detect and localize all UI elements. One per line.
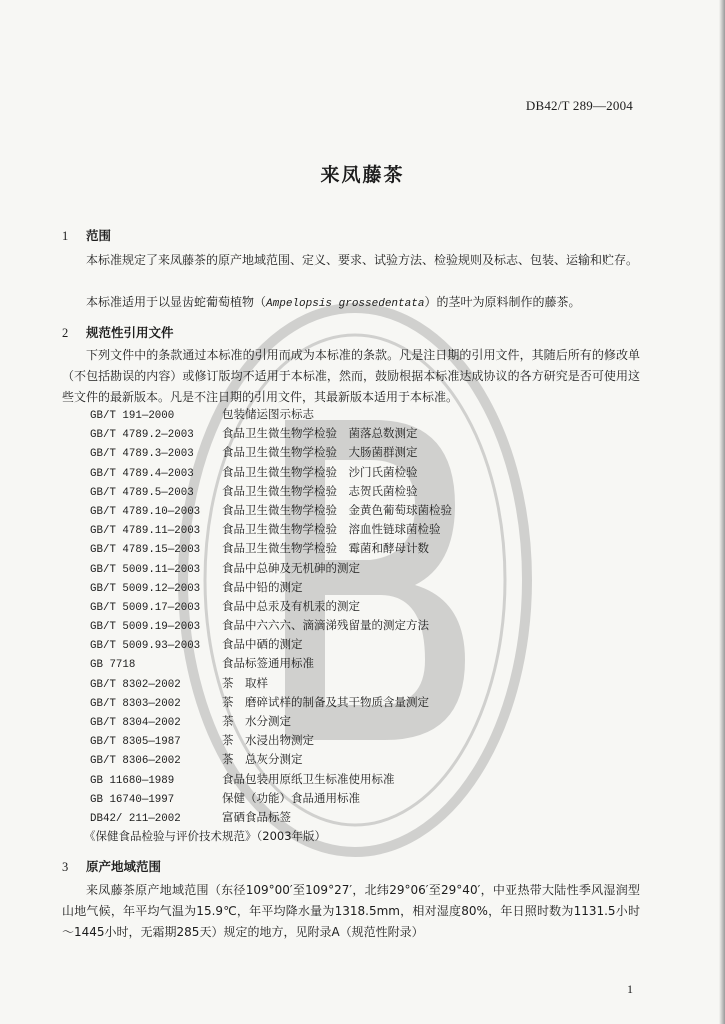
scan-edge-shadow xyxy=(719,0,725,1024)
reference-item xyxy=(90,597,452,616)
reference-item xyxy=(90,674,452,693)
reference-title: 食品中总砷及无机砷的测定 xyxy=(222,560,360,575)
reference-item xyxy=(90,750,452,769)
reference-code: DB42/ 211—2002 xyxy=(90,812,181,825)
reference-code: GB/T 4789.4—2003 xyxy=(90,467,194,480)
section-number: 3 xyxy=(62,860,69,874)
reference-item xyxy=(90,520,452,539)
reference-item xyxy=(90,424,452,443)
reference-code: GB 7718 xyxy=(90,659,136,672)
reference-code: GB/T 4789.5—2003 xyxy=(90,486,194,499)
reference-title: 保健（功能）食品通用标准 xyxy=(222,790,360,805)
reference-item xyxy=(90,693,452,712)
reference-item xyxy=(90,559,452,578)
reference-code: GB/T 4789.3—2003 xyxy=(90,448,194,461)
text-fragment: ）的茎叶为原料制作的藤茶。 xyxy=(424,295,581,309)
reference-title: 食品标签通用标准 xyxy=(222,656,314,671)
reference-code: GB/T 4789.10—2003 xyxy=(90,505,201,518)
reference-item xyxy=(90,789,452,808)
reference-title: 食品卫生微生物学检验 霉菌和酵母计数 xyxy=(222,541,429,556)
reference-item xyxy=(90,539,452,558)
reference-title: 食品卫生微生物学检验 溶血性链球菌检验 xyxy=(222,522,441,537)
reference-item xyxy=(90,405,452,424)
reference-code: GB/T 5009.12—2003 xyxy=(90,582,201,595)
reference-item xyxy=(90,731,452,750)
reference-item xyxy=(90,635,452,654)
reference-code: GB/T 8303—2002 xyxy=(90,697,181,710)
reference-code: GB/T 5009.93—2003 xyxy=(90,640,201,653)
reference-item xyxy=(90,501,452,520)
section-1-heading xyxy=(62,226,111,244)
normative-references-list xyxy=(84,405,452,846)
reference-title: 食品卫生微生物学检验 菌落总数测定 xyxy=(222,426,418,441)
reference-title: 食品卫生微生物学检验 志贺氏菌检验 xyxy=(222,483,418,498)
reference-title: 食品中六六六、滴滴涕残留量的测定方法 xyxy=(222,618,429,633)
reference-item xyxy=(84,827,452,846)
reference-item xyxy=(90,578,452,597)
reference-code: GB/T 8302—2002 xyxy=(90,678,181,691)
reference-code: GB/T 8306—2002 xyxy=(90,755,181,768)
reference-item xyxy=(90,463,452,482)
section-number: 2 xyxy=(62,326,69,340)
reference-item xyxy=(90,443,452,462)
section-2-intro: 下列文件中的条款通过本标准的引用而成为本标准的条款。凡是注日期的引用文件，其随后所有的修改单（不包括勘误的内容）或修订版均不适用于本标准，然而，鼓励根据本标准达成协议的各方研究是否可使用这些文件的最新版本。凡是不注日期的引用文件，其最新版本适用于本标准。 xyxy=(62,348,640,404)
reference-code: GB/T 5009.11—2003 xyxy=(90,563,201,576)
reference-item xyxy=(90,654,452,673)
reference-title: 食品卫生微生物学检验 金黄色葡萄球菌检验 xyxy=(222,502,452,517)
reference-title: 食品卫生微生物学检验 大肠菌群测定 xyxy=(222,445,418,460)
reference-code: GB/T 5009.17—2003 xyxy=(90,601,201,614)
section-1-paragraph-1: 本标准规定了来凤藤茶的原产地域范围、定义、要求、试验方法、检验规则及标志、包装、运输和贮存。 xyxy=(86,253,639,267)
reference-code: GB/T 8304—2002 xyxy=(90,717,181,729)
reference-code: GB/T 4789.2—2003 xyxy=(90,429,194,442)
section-2-heading xyxy=(62,323,174,341)
latin-species-name: Ampelopsis grossedentata xyxy=(266,298,425,310)
reference-item xyxy=(90,482,452,501)
reference-code: 《保健食品检验与评价技术规范》（2003年版） xyxy=(84,829,327,844)
page-number: 1 xyxy=(627,982,633,996)
section-title: 范围 xyxy=(86,228,112,243)
reference-code: GB/T 4789.11—2003 xyxy=(90,525,201,538)
section-title: 原产地域范围 xyxy=(86,859,162,874)
section-number: 1 xyxy=(62,229,69,243)
reference-item xyxy=(90,770,452,789)
reference-title: 茶 磨碎试样的制备及其干物质含量测定 xyxy=(222,694,429,709)
reference-code: GB/T 4789.15—2003 xyxy=(90,544,201,557)
reference-title: 食品中铅的测定 xyxy=(222,579,303,594)
reference-code: GB/T 8305—1987 xyxy=(90,736,181,749)
reference-title: 食品中总汞及有机汞的测定 xyxy=(222,598,360,613)
reference-code: GB/T 191—2000 xyxy=(90,410,175,422)
text-fragment: 本标准适用于以显齿蛇葡萄植物（ xyxy=(86,295,267,309)
reference-title: 食品卫生微生物学检验 沙门氏菌检验 xyxy=(222,464,418,479)
reference-code: GB 16740—1997 xyxy=(90,793,175,806)
reference-code: GB 11680—1989 xyxy=(90,774,175,787)
section-1-paragraph-2 xyxy=(62,292,640,315)
section-3-heading xyxy=(62,857,161,875)
reference-title: 包装储运图示标志 xyxy=(222,407,314,421)
reference-title: 茶 总灰分测定 xyxy=(222,752,303,767)
reference-title: 富硒食品标签 xyxy=(222,809,291,824)
reference-title: 茶 水分测定 xyxy=(222,714,291,728)
document-title: 来凤藤茶 xyxy=(320,164,405,186)
standard-code: DB42/T 289—2004 xyxy=(525,98,633,113)
reference-code: GB/T 5009.19—2003 xyxy=(90,621,201,634)
section-3-paragraph-1: 来凤藤茶原产地域范围（东径109°00′至109°27′，北纬29°06′至29°40′，中亚热带大陆性季风湿润型山地气候，年平均气温为15.9℃，年平均降水量为1318.5mm，相对湿度80%，年日照时数为1131.5小时～1445小时，无霜期285天）规定的地方，见附录A（规范性附录） xyxy=(62,883,640,939)
reference-title: 茶 水浸出物测定 xyxy=(222,733,314,748)
reference-item xyxy=(90,616,452,635)
reference-title: 食品中硒的测定 xyxy=(222,637,303,652)
section-title: 规范性引用文件 xyxy=(86,325,174,340)
reference-item xyxy=(90,712,452,731)
reference-title: 食品包装用原纸卫生标准使用标准 xyxy=(222,771,395,786)
reference-title: 茶 取样 xyxy=(222,675,268,690)
reference-item xyxy=(90,808,452,827)
